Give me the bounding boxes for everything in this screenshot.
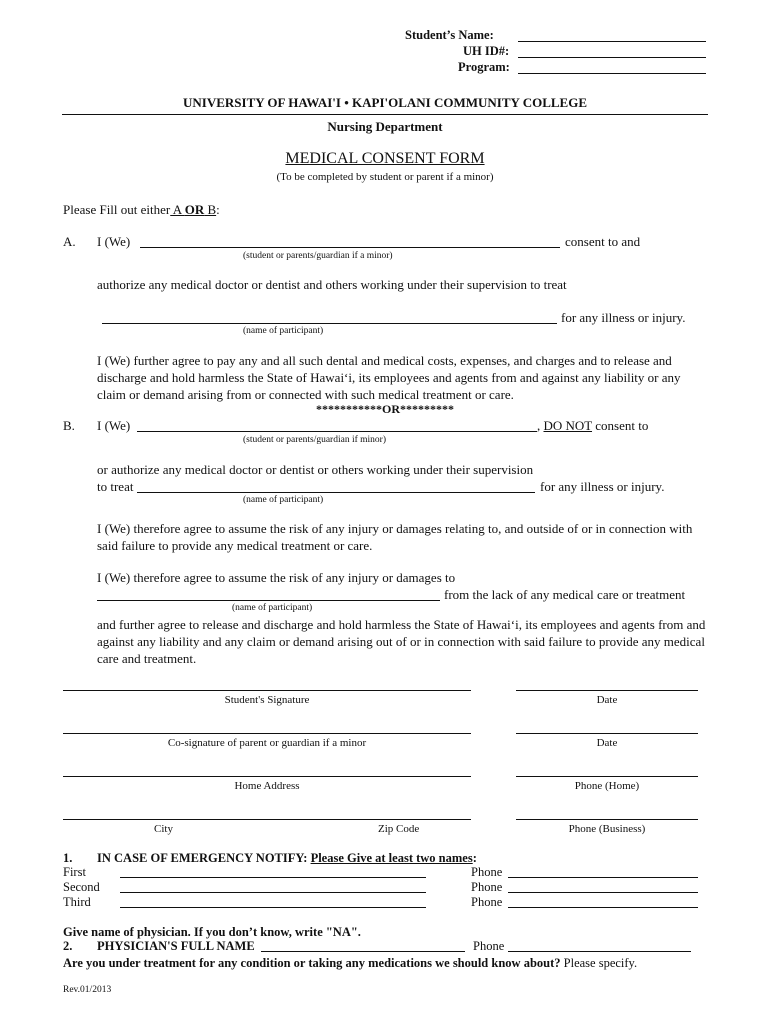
emergency-first-label: First	[63, 865, 86, 879]
physician-phone-label: Phone	[473, 939, 505, 953]
phone-business-line[interactable]	[516, 819, 698, 820]
emergency-first-phone-line[interactable]	[508, 877, 698, 878]
treatment-question	[63, 956, 637, 971]
uh-id-label: UH ID#:	[463, 44, 510, 58]
emergency-first-line[interactable]	[120, 877, 426, 878]
emergency-third-line[interactable]	[120, 907, 426, 908]
section-b-caption-participant2: (name of participant)	[232, 603, 313, 613]
section-b-or-authorize: or authorize any medical doctor or dentist or others working under their supervision	[97, 462, 534, 477]
section-b-from-lack: from the lack of any medical care or treatment	[444, 587, 686, 602]
uh-id-line[interactable]	[518, 57, 706, 58]
department-heading: Nursing Department	[327, 119, 443, 134]
college-heading: UNIVERSITY OF HAWAI'I • KAPI'OLANI COMMUNITY COLLEGE	[183, 95, 587, 110]
physician-full-name-label: PHYSICIAN'S FULL NAME	[97, 939, 255, 953]
student-name-line[interactable]	[518, 41, 706, 42]
emergency-second-line[interactable]	[120, 892, 426, 893]
instruction-b: B	[204, 202, 217, 217]
phone-home-line[interactable]	[516, 776, 698, 777]
heading-rule	[62, 114, 708, 115]
emergency-colon: :	[303, 851, 308, 865]
section-a-name-line[interactable]	[140, 247, 560, 248]
instruction-a: A	[170, 202, 185, 217]
zip-label: Zip Code	[378, 823, 420, 835]
program-line[interactable]	[518, 73, 706, 74]
form-subtitle: (To be completed by student or parent if a minor)	[276, 171, 494, 183]
home-address-line[interactable]	[63, 776, 471, 777]
emergency-heading-text: IN CASE OF EMERGENCY NOTIFY	[97, 851, 304, 865]
emergency-first-phone-label: Phone	[471, 865, 503, 879]
student-signature-line[interactable]	[63, 690, 471, 691]
cosignature-label: Co-signature of parent or guardian if a minor	[167, 737, 367, 749]
program-label: Program:	[458, 60, 510, 74]
section-b-caption-student: (student or parents/guardian if minor)	[243, 435, 386, 445]
section-a-authorize: authorize any medical doctor or dentist and others working under their supervision to treat	[97, 277, 567, 292]
instruction-prefix: Please Fill out either	[63, 202, 171, 217]
physician-name-line[interactable]	[261, 951, 465, 952]
emergency-heading	[97, 851, 477, 866]
physician-phone-line[interactable]	[508, 951, 691, 952]
section-a-i-we: I (We)	[97, 234, 131, 249]
instruction	[63, 202, 220, 218]
date2-line[interactable]	[516, 733, 698, 734]
section-a-letter: A.	[63, 234, 76, 249]
date1-line[interactable]	[516, 690, 698, 691]
city-zip-line[interactable]	[63, 819, 471, 820]
section-b-caption-participant: (name of participant)	[243, 495, 324, 505]
section-b-participant-line2[interactable]	[97, 600, 440, 601]
section-b-letter: B.	[63, 418, 75, 433]
section-b-paragraph2-end: and further agree to release and discharge and hold harmless the State of Hawai‘i, its employees and agents from and against any liability and any claim or demand arising out of or in connection with said failure to provide any medical care and treatment.	[97, 617, 706, 666]
section-b-i-we: I (We)	[97, 418, 131, 433]
or-divider	[0, 402, 770, 417]
form-title: MEDICAL CONSENT FORM	[285, 150, 485, 167]
or-divider-word: OR	[382, 402, 400, 416]
student-name-label: Student’s Name:	[405, 28, 494, 42]
or-divider-suffix: *********	[400, 402, 454, 416]
section-a-caption-student: (student or parents/guardian if a minor)	[243, 251, 393, 261]
emergency-please-give: Please Give at least two names	[310, 851, 473, 865]
section-a-participant-line[interactable]	[102, 323, 557, 324]
emergency-number: 1.	[63, 851, 73, 865]
section-b-comma: ,	[537, 418, 541, 433]
section-b-paragraph2-start: I (We) therefore agree to assume the risk of any injury or damages to	[97, 570, 456, 585]
section-b-name-line[interactable]	[137, 431, 537, 432]
physician-give-name: Give name of physician. If you don’t know, write "NA".	[63, 925, 361, 939]
student-signature-label: Student's Signature	[224, 694, 310, 706]
phone-business-label: Phone (Business)	[568, 823, 646, 835]
section-b-paragraph1: I (We) therefore agree to assume the risk of any injury or damages relating to, and outside of or in connection with said failure to provide any medical treatment or care.	[97, 521, 693, 553]
section-b-for-illness: for any illness or injury.	[540, 479, 665, 494]
section-a-for-illness: for any illness or injury.	[561, 310, 686, 325]
cosignature-line[interactable]	[63, 733, 471, 734]
phone-home-label: Phone (Home)	[574, 780, 640, 792]
date2-label: Date	[596, 737, 618, 749]
section-b-to-treat: to treat	[97, 479, 134, 494]
section-a-consent-to-and: consent to and	[565, 234, 641, 249]
emergency-third-phone-line[interactable]	[508, 907, 698, 908]
home-address-label: Home Address	[234, 780, 300, 792]
section-b-do-not-consent	[537, 418, 648, 434]
section-b-do-not: DO NOT	[543, 418, 593, 433]
physician-number: 2.	[63, 939, 73, 953]
emergency-third-phone-label: Phone	[471, 895, 503, 909]
emergency-third-label: Third	[63, 895, 91, 909]
treatment-question-text: Are you under treatment for any condition or taking any medications we should know about?	[63, 956, 561, 970]
city-label: City	[154, 823, 173, 835]
or-divider-prefix: ***********	[316, 402, 382, 416]
section-a-caption-participant: (name of participant)	[243, 326, 324, 336]
emergency-second-phone-label: Phone	[471, 880, 503, 894]
instruction-suffix: :	[216, 202, 220, 217]
section-b-consent-to: consent to	[595, 418, 649, 433]
revision-label: Rev.01/2013	[63, 985, 112, 995]
date1-label: Date	[596, 694, 618, 706]
instruction-or: OR	[184, 202, 205, 217]
section-a-paragraph: I (We) further agree to pay any and all such dental and medical costs, expenses, and charges and to release and discharge and hold harmless the State of Hawai‘i, its employees and agents from and against any liability or any claim or demand arising from or connected with such medical treatment or care.	[97, 353, 681, 402]
emergency-end-colon: :	[472, 851, 477, 865]
section-b-participant-line[interactable]	[137, 492, 535, 493]
treatment-specify: Please specify.	[563, 956, 638, 970]
emergency-second-label: Second	[63, 880, 100, 894]
emergency-second-phone-line[interactable]	[508, 892, 698, 893]
